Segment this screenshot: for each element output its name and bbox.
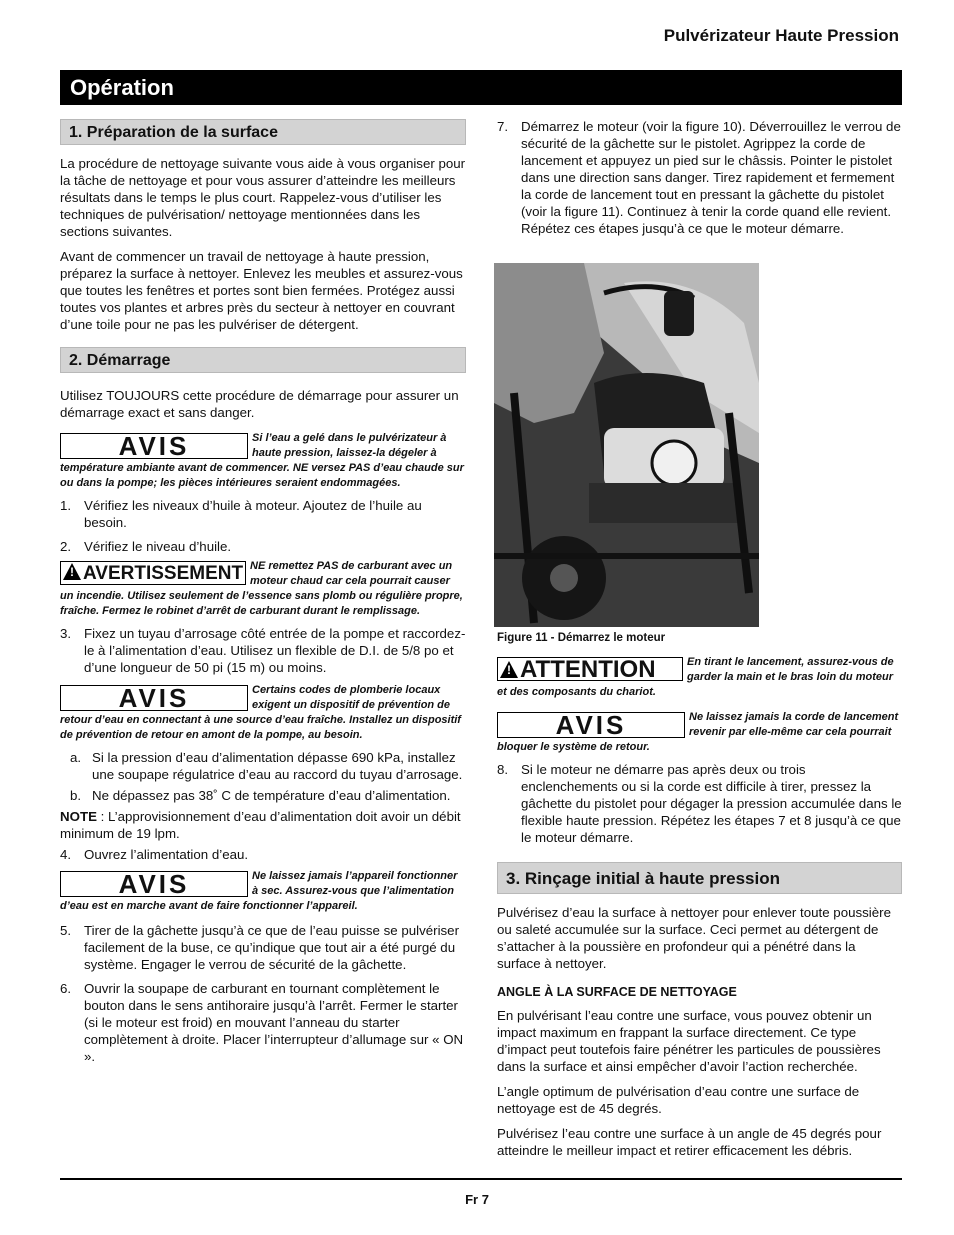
paragraph: Pulvérisez l’eau contre une surface à un angle de 45 degrés pour atteindre le meilleur impact et retirer efficacement les débris. [497,1126,882,1158]
list-text: Ouvrez l’alimentation d’eau. [84,847,249,862]
paragraph: Pulvérisez d’eau la surface à nettoyer pour enlever toute poussière ou saleté accumulée sur la surface. Ceci permet au détergent de s’attacher à la poussière en profondeur qui a pénétré dans la surface à nettoyer. [497,905,891,971]
list-item [497,761,902,846]
subheading-cleaning-angle: ANGLE À LA SURFACE DE NETTOYAGE [497,985,737,999]
note-label: NOTE [60,809,97,824]
list-subitem [70,749,466,783]
subheading-startup: 2. Démarrage [60,347,466,373]
list-number: 7. [497,119,509,134]
list-text: Vérifiez le niveau d’huile. [84,539,232,554]
page-number: Fr 7 [465,1192,489,1207]
list-item [60,922,466,973]
list-letter: b. [70,788,82,803]
avis-label: AVIS [60,871,248,897]
list-item [60,846,466,863]
notice-avis-backflow [60,683,466,743]
note-paragraph [60,808,466,842]
paragraph: La procédure de nettoyage suivante vous aide à vous organiser pour la tâche de nettoyage et pour vous assurer d’atteindre les meilleurs résultats dans le temps le plus court. Rappelez-vous d’utiliser les techniques de pulvérisation/ nettoyage mentionnées dans les sections suivantes. [60,156,466,239]
notice-attention-hand [497,655,902,700]
list-number: 4. [60,847,72,862]
warning-triangle-icon [500,661,518,678]
list-text: Vérifiez les niveaux d’huile à moteur. Ajoutez de l’huile au besoin. [84,498,422,530]
document-header-title: Pulvérizateur Haute Pression [663,26,899,45]
warning-label-text: AVERTISSEMENT [83,563,244,584]
list-subitem [70,787,466,804]
avis-label: AVIS [60,433,248,459]
note-text: : L’approvisionnement d’eau d’alimentation doit avoir un débit minimum de 19 lpm. [60,809,461,841]
notice-warning-fuel [60,559,466,619]
figure-caption: Figure 11 - Démarrez le moteur [497,632,666,644]
list-item [60,625,466,676]
list-item [60,980,466,1065]
notice-text: NE remettez PAS de carburant avec un moteur chaud car cela pourrait causer un incendie. Utilisez seulement de l’essence sans plomb ou régulière propre, fraîche. Fermez le robinet d’arrêt de carburant durant le remplissage. [60,560,463,617]
notice-text: Ne laissez jamais l’appareil fonctionner à sec. Assurez-vous que l’alimentation d’eau est en marche avant de faire fonctionner l’appareil. [60,870,458,912]
warning-label [60,561,246,585]
list-item [497,118,902,237]
paragraph: L’angle optimum de pulvérisation d’eau contre une surface de nettoyage est de 45 degrés. [497,1084,860,1116]
subheading-initial-rinse: 3. Rinçage initial à haute pression [497,862,902,894]
list-number: 2. [60,539,72,554]
avis-label: AVIS [60,685,248,711]
notice-avis-cord [497,710,902,755]
notice-avis-frozen-water [60,431,466,491]
notice-text: Si l’eau a gelé dans le pulvérizateur à haute pression, laissez-la dégeler à température ambiante avant de commencer. NE versez PAS d’eau chaude sur ou dans la pompe; les pièces intérieures seraient endommagées. [60,432,464,489]
paragraph: Avant de commencer un travail de nettoyage à haute pression, préparez la surface à nettoyer. Enlevez les meubles et assurez-vous que toutes les fenêtres et portes sont bien fermées. Protégez aussi toutes vos plantes et arbres près du secteur à nettoyer en couvrant d’une toile pour ne pas les pulvériser de détergent. [60,249,463,332]
list-text: Fixez un tuyau d’arrosage côté entrée de la pompe et raccordez-le à l’alimentation d’eau. Utilisez un flexible de D.I. de 5/8 po et d’une longueur de 50 pi (15 m) ou moins. [84,626,466,675]
right-column-bottom [497,655,902,1167]
attention-label-text: ATTENTION [520,656,656,683]
notice-text: En tirant le lancement, assurez-vous de garder la main et le bras loin du moteur et des composants du chariot. [497,656,894,698]
list-text: Si le moteur ne démarre pas après deux ou trois enclenchements ou si la corde est difficile à tirer, pressez la gâchette du pistolet pour dégager la pression accumulée dans le flexible haute pression. Répétez les étapes 7 et 8 jusqu’à ce que le moteur démarre. [521,762,902,845]
notice-text: Ne laissez jamais la corde de lancement revenir par elle-même car cela pourrait bloquer le système de retour. [497,711,899,753]
list-text: Ne dépassez pas 38˚ C de température d’eau d’alimentation. [92,788,451,803]
list-number: 6. [60,981,72,996]
attention-label [497,657,683,681]
section-title-bar: Opération [60,70,902,105]
right-column-top [497,118,902,244]
paragraph: Utilisez TOUJOURS cette procédure de démarrage pour assurer un démarrage exact et sans danger. [60,388,459,420]
list-text: Démarrez le moteur (voir la figure 10). Déverrouillez le verrou de sécurité de la gâchette sur le pistolet. Agrippez la corde de lancement et appuyez un pied sur le châssis. Pointer le pistolet dans une direction sans danger. Tirez rapidement et fermement la corde de lancement tout en pressant la gâchette du pistolet (voir la figure 11). Continuez à tenir la corde quand elle revient. Répétez ces étapes jusqu’à ce que le moteur démarre. [521,119,901,236]
list-text: Tirer de la gâchette jusqu’à ce que de l’eau puisse se pulvériser facilement de la buse, ce qu’indique que tout air a été purgé du système. Engager le verrou de sécurité de la gâchette. [84,923,459,972]
list-number: 3. [60,626,72,641]
list-number: 8. [497,762,509,777]
list-text: Si la pression d’eau d’alimentation dépasse 690 kPa, installez une soupape régulatrice d’eau au raccord du tuyau d’arrosage. [92,750,463,782]
left-column [60,119,466,1072]
list-letter: a. [70,750,82,765]
list-text: Ouvrir la soupape de carburant en tournant complètement le bouton dans le sens antihoraire jusqu’à l’arrêt. Fermer le starter (si le moteur est froid) en mouvant l’anneau du starter complètement à droite. Placer l’interrupteur d’allumage sur « ON ». [84,981,464,1064]
list-number: 5. [60,923,72,938]
figure-11-photo [494,263,759,627]
footer-rule [60,1178,902,1180]
list-number: 1. [60,498,72,513]
subheading-surface-preparation: 1. Préparation de la surface [60,119,466,145]
paragraph: En pulvérisant l’eau contre une surface, vous pouvez obtenir un impact maximum en frappant la surface directement. Ce type d’impact peut toutefois faire pénétrer les particules de poussières dans la surface et ainsi empêcher d’avoir l’action recherchée. [497,1008,881,1074]
notice-avis-dry-run [60,869,466,914]
notice-text: Certains codes de plomberie locaux exigent un dispositif de prévention de retour d’eau en connectant à une source d’eau fraîche. Installez un dispositif de prévention de retour en amont de la pompe, au besoin. [60,684,461,741]
list-item [60,497,466,531]
avis-label: AVIS [497,712,685,738]
warning-triangle-icon [63,563,81,580]
engine-start-illustration [494,263,759,627]
list-item [60,538,466,555]
